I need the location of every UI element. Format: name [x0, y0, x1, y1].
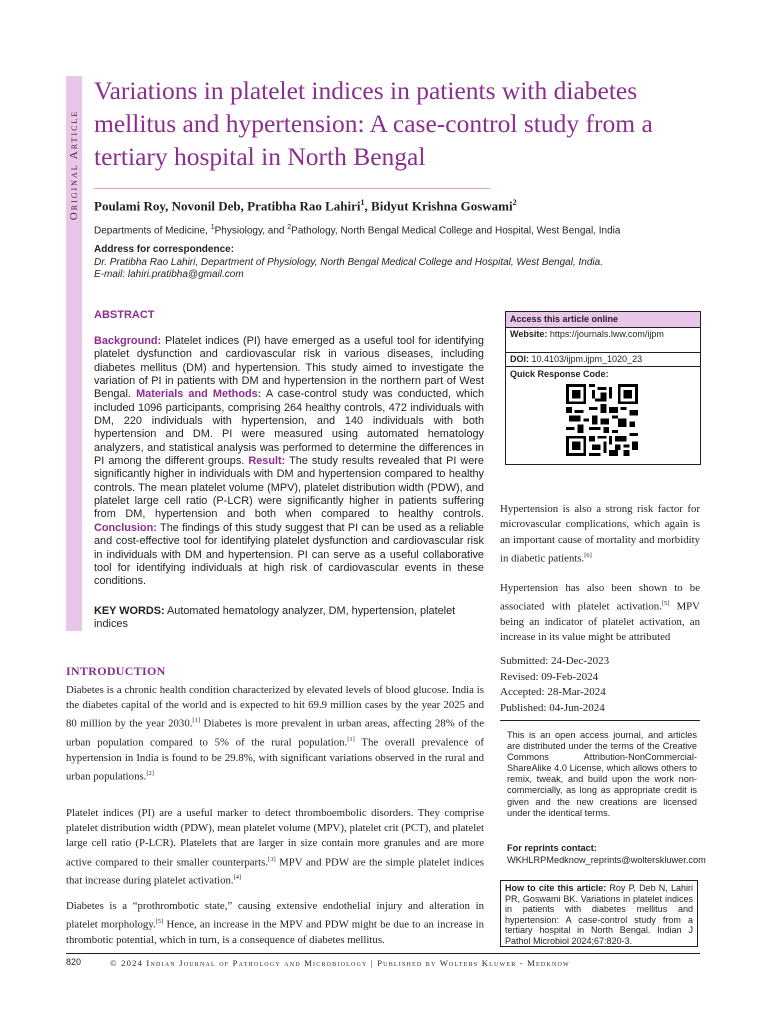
p1-b: Diabetes is more prevalent in urban areas, affecting 28% of the urban population compared to 5% of the rural population. [66, 718, 484, 749]
dates-divider [500, 720, 700, 721]
keywords-text: Automated hematology analyzer, DM, hypertension, platelet indices [94, 605, 456, 631]
reprints-contact [507, 842, 706, 866]
article-type-tab [66, 76, 82, 631]
date-accepted: Accepted: 28-Mar-2024 [500, 686, 606, 698]
website-link[interactable]: https://journals.lww.com/ijpm [547, 329, 664, 339]
author-list [94, 198, 517, 214]
affil-part-3: Pathology, North Bengal Medical College and Hospital, West Bengal, India [291, 225, 621, 237]
abstract-bg-label: Background: [94, 335, 162, 347]
p3-a: Diabetes is a “prothrombotic state,” causing extensive endothelial injury and alteration in platelet morphology. [66, 900, 484, 931]
correspondence-label: Address for correspondence: [94, 244, 235, 255]
abstract-conclusion-label: Conclusion: [94, 521, 157, 534]
rp2-ref[interactable]: [5] [661, 600, 670, 608]
page-number: 820 [66, 957, 82, 967]
footer-text: © 2024 Indian Journal of Pathology and Microbiology | Published by Wolters Kluwer - Medknow [110, 958, 570, 968]
article-title: Variations in platelet indices in patients with diabetes mellitus and hypertension: A case-control study from a tertiary hospital in North Bengal [94, 76, 653, 171]
author-sup-1: 1 [360, 198, 365, 207]
intro-paragraph-1 [66, 683, 484, 785]
p2-a: Platelet indices (PI) are a useful marker to detect thromboembolic disorders. They comprise platelet distribution width (PDW), mean platelet volume (MPV), platelet crit (PCT), and platelet large cell ratio (P-LCR). Platelets that are larger in size contain more granules and are more active compared to their smaller counterparts. [66, 807, 484, 869]
access-doi-row [506, 353, 700, 367]
date-published: Published: 04-Jun-2024 [500, 701, 605, 714]
citation-box [500, 880, 698, 947]
correspondence-address: Dr. Pratibha Rao Lahiri, Department of Physiology, North Bengal Medical College and Hospital, West Bengal, India. [94, 256, 603, 268]
abstract-heading: ABSTRACT [94, 309, 155, 321]
access-website-row [506, 328, 700, 353]
correspondence-email: E-mail: lahiri.pratibha@gmail.com [94, 269, 244, 280]
date-submitted: Submitted: 24-Dec-2023 [500, 655, 610, 667]
abstract-mm-label: Materials and Methods: [136, 388, 262, 401]
p1-ref-1[interactable]: [1] [192, 717, 201, 725]
p1-c: The overall prevalence of hypertension in India is found to be 29.8%, with significant variations observed in the rural and urban populations. [66, 736, 484, 783]
authors-part-1: Poulami Roy, Novonil Deb, Pratibha Rao Lahiri [94, 198, 361, 214]
abstract-bg-text: Platelet indices (PI) have emerged as a useful tool for identifying platelet dysfunction and cardiovascular risk in various diseases, including diabetes mellitus (DM) and hypertension. This study aimed to investigate the variation of PI in patients with DM and hypertension in the northern part of West Bengal. [94, 335, 484, 401]
right-paragraph-1 [500, 502, 700, 567]
abstract-conclusion-text: The findings of this study suggest that PI can be used as a reliable and cost-effective tool for identifying platelet dysfunction and cardiovascular risk in individuals with DM and hypertension. PI can serve as a useful collaborative tool for identifying individuals at high risk of cardiovascular events in these conditions. [94, 521, 484, 588]
abstract-result-text: The study results revealed that PI were significantly higher in individuals with DM and hypertension compared to healthy controls. The mean platelet volume (MPV), platelet distribution width (PDW), and platelet large cell ratio (P-LCR) were significantly higher in patients suffering from DM, hypertension and both when compared to healthy controls. [94, 455, 484, 521]
intro-paragraph-2 [66, 806, 484, 889]
p3-ref-1[interactable]: [5] [155, 918, 164, 926]
license-text: This is an open access journal, and articles are distributed under the terms of the Creative Commons Attribution-NonCommercial-ShareAlike 4.0 License, which allows others to remix, tweak, and build upon the work non-commercially, as long as appropriate credit is given and the new creations are licensed under the identical terms. [507, 730, 697, 818]
affil-sup-1: 1 [210, 224, 215, 231]
abstract-mm-text: A case-control study was conducted, which included 1096 participants, comprising 264 healthy controls, 472 individuals with DM, 220 individuals with hypertension, and 140 individuals with both hypertension and DM. PI were measured using automated hematology analyzers, and statistical analysis was performed to determine the differences in PI among the different groups. [94, 388, 484, 468]
article-type-label: Original Article [68, 109, 80, 221]
article-dates [500, 654, 609, 716]
intro-paragraph-3 [66, 899, 484, 948]
rp2-a: Hypertension has also been shown to be associated with platelet activation. [500, 582, 700, 613]
p1-ref-2[interactable]: [1] [347, 736, 355, 744]
footer-divider [66, 953, 700, 954]
rp2-b: MPV being an indicator of platelet activation, an increase in its value might be attributed [500, 600, 700, 644]
p1-ref-3[interactable]: [2] [146, 770, 154, 778]
rp1-ref[interactable]: [6] [584, 551, 592, 559]
qr-code-icon[interactable] [566, 384, 638, 456]
rp1-a: Hypertension is also a strong risk factor for microvascular complications, which again is an important cause of mortality and morbidity in diabetic patients. [500, 503, 700, 565]
p3-b: Hence, an increase in the MPV and PDW might be due to an increase in thrombotic potential, which in turn, is a consequence of diabetes mellitus. [66, 918, 484, 946]
author-sup-2: 2 [512, 198, 517, 207]
keywords [94, 605, 484, 632]
authors-part-2: , Bidyut Krishna Goswami [364, 198, 513, 214]
affil-part-2: Physiology, and [214, 225, 288, 237]
doi-label: DOI: [510, 354, 529, 364]
p2-ref-2[interactable]: [4] [233, 874, 242, 882]
p1-a: Diabetes is a chronic health condition characterized by elevated levels of blood glucose. India is the diabetes capital of the world and is expected to hit 69.9 million cases by the year 2025 and 80 million by the year 2030. [66, 684, 484, 730]
p2-ref-1[interactable]: [3] [268, 855, 276, 863]
cite-text: Roy P, Deb N, Lahiri PR, Goswami BK. Variations in platelet indices in patients with diabetes mellitus and hypertension: A case-control study from a tertiary hospital in North Bengal. Indian J Pathol Microbiol 2024;67:820-3. [505, 883, 693, 946]
correspondence [94, 244, 694, 282]
keywords-label: KEY WORDS: [94, 605, 165, 617]
abstract-result-label: Result: [248, 455, 286, 468]
p2-b: MPV and PDW are the simple platelet indices that increase during platelet activation. [66, 856, 484, 887]
affil-part-1: Departments of Medicine, [94, 225, 211, 237]
date-revised: Revised: 09-Feb-2024 [500, 670, 599, 683]
access-heading: Access this article online [506, 312, 700, 328]
cite-label: How to cite this article: [505, 883, 607, 893]
right-paragraph-2 [500, 581, 700, 646]
doi-link[interactable]: 10.4103/ijpm.ijpm_1020_23 [529, 354, 643, 364]
affiliations [94, 221, 694, 237]
title-divider [94, 188, 490, 189]
reprints-email[interactable]: WKHLRPMedknow_reprints@wolterskluwer.com [507, 855, 706, 865]
introduction-heading: INTRODUCTION [66, 664, 166, 678]
abstract-text [94, 335, 484, 589]
website-label: Website: [510, 329, 548, 339]
reprints-label: For reprints contact: [507, 843, 597, 853]
affil-sup-2: 2 [287, 224, 292, 231]
qr-label: Quick Response Code: [510, 369, 609, 379]
access-article-box [505, 311, 701, 465]
